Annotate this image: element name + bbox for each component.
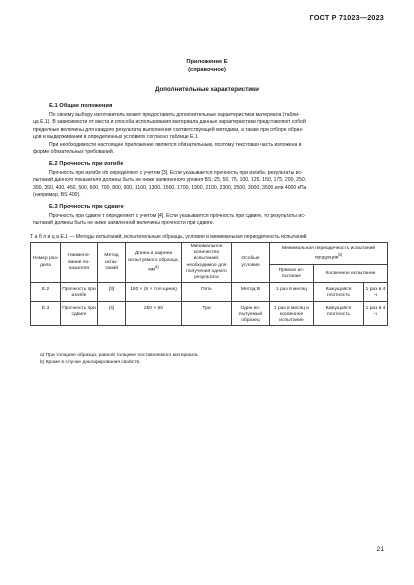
section-heading-e3: Е.3 Прочность при сдвиге [49, 204, 124, 210]
annex-heading [0, 58, 414, 74]
table-row [31, 283, 388, 301]
table-header-row [31, 243, 388, 265]
cell-direct: 1 раз в месяц и косвенное испытание [270, 301, 314, 326]
text-line: пытаний данного показателя должны быть не ниже заявленного уровня BS: 25, 50, 75, 100, 125, 150, 175, 200, 250, [33, 177, 307, 184]
cell-conditions: Один ис-пытуемый образец [232, 301, 270, 326]
text-line: Прочность при изгибе σb определяют с учетом [3]. Если указывается прочность при изгибе, результаты ис- [49, 170, 303, 176]
paragraph-e2-1 [33, 170, 385, 199]
text-line: пределные величины для каждого результата выполнения соответствующей методики, а также при отборе образ- [33, 126, 304, 133]
cell-count: Три [182, 301, 232, 326]
text-line: По своему выбору изготовитель может предоставить дополнительные характеристики материала (табли- [49, 112, 300, 118]
paragraph-e1-2 [33, 142, 385, 157]
table-notes [40, 352, 199, 366]
cell-dimensions: 250 × 50 [126, 301, 182, 326]
cell-indirect-frequency: 1 раз в 4 ч [364, 283, 388, 301]
cell-indirect-frequency: 1 раз в 4 ч [364, 301, 388, 326]
cell-indirect-param: Кажущаяся плотность [314, 283, 364, 301]
cell-indirect-param: Кажущаяся плотность [314, 301, 364, 326]
column-header-frequency [270, 243, 388, 265]
text-line: пытаний должны быть не ниже заявленной величины прочности при сдвиге. [33, 220, 214, 227]
column-header-conditions: Особые условия [232, 243, 270, 283]
column-header-method: Метод испы-таний [98, 243, 126, 283]
paragraph-e1-1 [33, 112, 385, 141]
section-heading-e2: Е.2 Прочность при изгибе [49, 161, 124, 167]
text-line: При необходимости настоящее приложение является обязательным, поэтому текстовая часть изложена в [49, 142, 302, 148]
document-code-header: ГОСТ Р 71023—2023 [309, 13, 384, 22]
page-number: 21 [376, 546, 384, 553]
column-header-count: Минимальное количество испытаний, необходимое для получения одного результата [182, 243, 232, 283]
cell-dimensions: 150 × (5 × тол-щина) [126, 283, 182, 301]
column-header-direct: Прямое ис-пытание [270, 265, 314, 283]
text-line: цов и выдерживании в определенных условиях согласно таблице Е.1 [33, 134, 198, 141]
column-header-indirect: Косвенное испытание [314, 265, 388, 283]
footnote-mark: b) [338, 251, 343, 257]
test-methods-table [30, 242, 388, 326]
column-header-dimensions [126, 243, 182, 283]
cell-name: Прочность при сдвиге [61, 301, 98, 326]
text-line: форме обязательных требований. [33, 149, 115, 156]
table-row [31, 301, 388, 326]
cell-direct: 1 раз в месяц [270, 283, 314, 301]
cell-conditions: Метод В [232, 283, 270, 301]
paragraph-e3-1 [33, 213, 385, 228]
cell-name: Прочность при изгибе [61, 283, 98, 301]
cell-count: Пять [182, 283, 232, 301]
cell-number: Е.2 [31, 283, 61, 301]
text-line: (например, BS 400). [33, 192, 81, 199]
cell-method: [3] [98, 283, 126, 301]
text-line: ца Е.1). В зависимости от места и способа использования материала данные характеристики представляют собой [33, 119, 306, 126]
table-caption: Т а б л и ц а Е.1 — Методы испытаний, испытательные образцы, условия и минимальная периодичность испытаний [30, 234, 307, 240]
header-text: Длина и ширина испытуемого образца, мм [128, 251, 179, 273]
annex-status: (справочное) [188, 67, 226, 73]
column-header-number: Номер раз-дела [31, 243, 61, 283]
text-line: 300, 350, 400, 450, 500, 600, 700, 800, 900, 1100, 1300, 1500, 1700, 1900, 2100, 2300, 2500, 3000, 3500 или 4000 кПа [33, 184, 307, 191]
text-line: Прочность при сдвиге τ определяют с учетом [4]. Если указывается прочность при сдвиге, то результаты ис- [49, 213, 306, 219]
cell-number: Е.3 [31, 301, 61, 326]
table-note: b) Кроме в случае декларирования свойств. [40, 360, 141, 365]
header-text: Минимальная периодичность испытаний продукции [281, 245, 376, 261]
cell-method: [4] [98, 301, 126, 326]
footnote-mark: а) [155, 263, 159, 269]
column-header-name: Наимено-вание по-казателя [61, 243, 98, 283]
annex-title: Дополнительные характеристики [155, 86, 259, 93]
table-note: а) При толщине образца, равной толщине поставляемого материала. [40, 353, 199, 358]
section-heading-e1: Е.1 Общие положения [49, 103, 113, 109]
annex-label: Приложение Е [186, 59, 228, 65]
